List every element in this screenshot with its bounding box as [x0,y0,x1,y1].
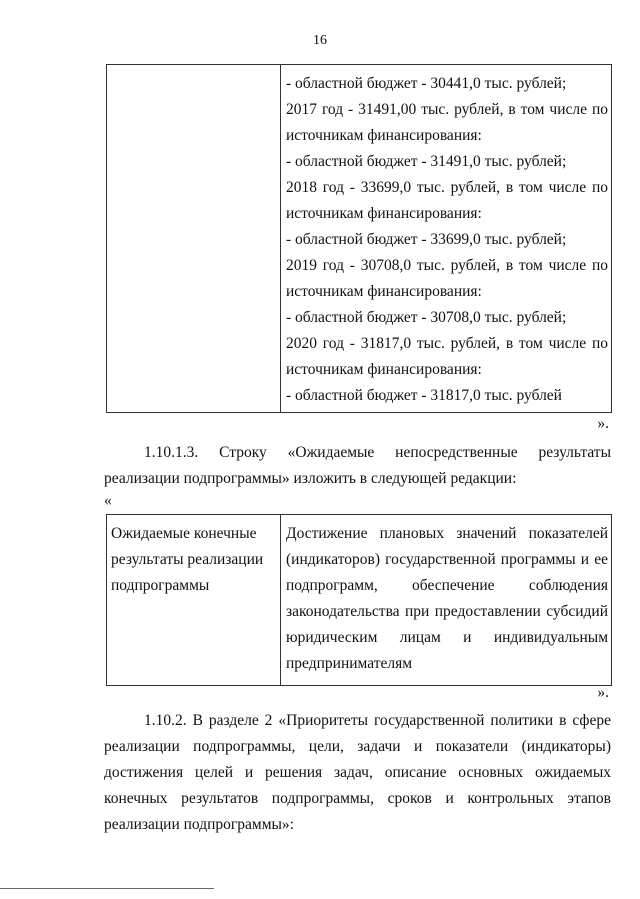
footer-rule [0,888,214,889]
funding-line: 2018 год - 33699,0 тыс. рублей, в том числе по [286,179,608,196]
results-label-line: результаты реализации [111,551,264,568]
results-text-line: (индикаторов) государственной программы и ее [286,551,608,568]
results-text-line: подпрограмм, обеспечение соблюдения [286,577,608,594]
funding-line: 2017 год - 31491,00 тыс. рублей, в том числе по [286,101,608,118]
paragraph-line: конечных результатов подпрограммы, сроков и контрольных этапов [104,790,611,807]
funding-line: источникам финансирования: [286,283,482,300]
paragraph-line: реализации подпрограммы» изложить в следующей редакции: [104,470,517,487]
results-text-line: юридическим лицам и индивидуальным [286,629,608,646]
results-table-opening-quote: « [104,492,112,509]
page-number: 16 [313,33,327,48]
results-table-closing-quote: ». [597,684,609,701]
funding-table [106,64,612,413]
results-text-line: Достижение плановых значений показателей [286,525,608,542]
results-label-line: подпрограммы [111,577,210,594]
paragraph-2 [104,708,611,838]
results-table [106,514,612,686]
paragraph-line: реализации подпрограммы, цели, задачи и показатели (индикаторы) [104,738,611,755]
results-table-right-cell [281,515,612,686]
results-table-left-cell [107,515,281,686]
funding-line: - областной бюджет - 31491,0 тыс. рублей; [286,153,567,170]
paragraph-line: реализации подпрограммы»: [104,816,294,833]
paragraph-line: 1.10.1.3. Строку «Ожидаемые непосредственные результаты [144,444,611,461]
funding-table-right-cell [281,65,612,413]
results-text-line: предпринимателям [286,655,413,672]
funding-line: источникам финансирования: [286,361,482,378]
funding-table-left-cell [107,65,281,413]
results-text-line: законодательства при предоставлении субсидий [286,603,608,620]
funding-line: - областной бюджет - 31817,0 тыс. рублей [286,387,562,404]
funding-line: - областной бюджет - 33699,0 тыс. рублей; [286,231,567,248]
funding-line: источникам финансирования: [286,205,482,222]
funding-line: - областной бюджет - 30708,0 тыс. рублей; [286,309,567,326]
funding-table-left-text [107,71,280,97]
funding-line: - областной бюджет - 30441,0 тыс. рублей; [286,75,567,92]
paragraph-1 [104,440,611,492]
funding-table-closing-quote: ». [597,415,609,432]
paragraph-line: достижения целей и решения задач, описание основных ожидаемых [104,764,611,781]
paragraph-line: 1.10.2. В разделе 2 «Приоритеты государственной политики в сфере [144,712,611,729]
funding-line: источникам финансирования: [286,127,482,144]
funding-line: 2019 год - 30708,0 тыс. рублей, в том числе по [286,257,608,274]
results-label-line: Ожидаемые конечные [111,525,257,542]
funding-line: 2020 год - 31817,0 тыс. рублей, в том числе по [286,335,608,352]
